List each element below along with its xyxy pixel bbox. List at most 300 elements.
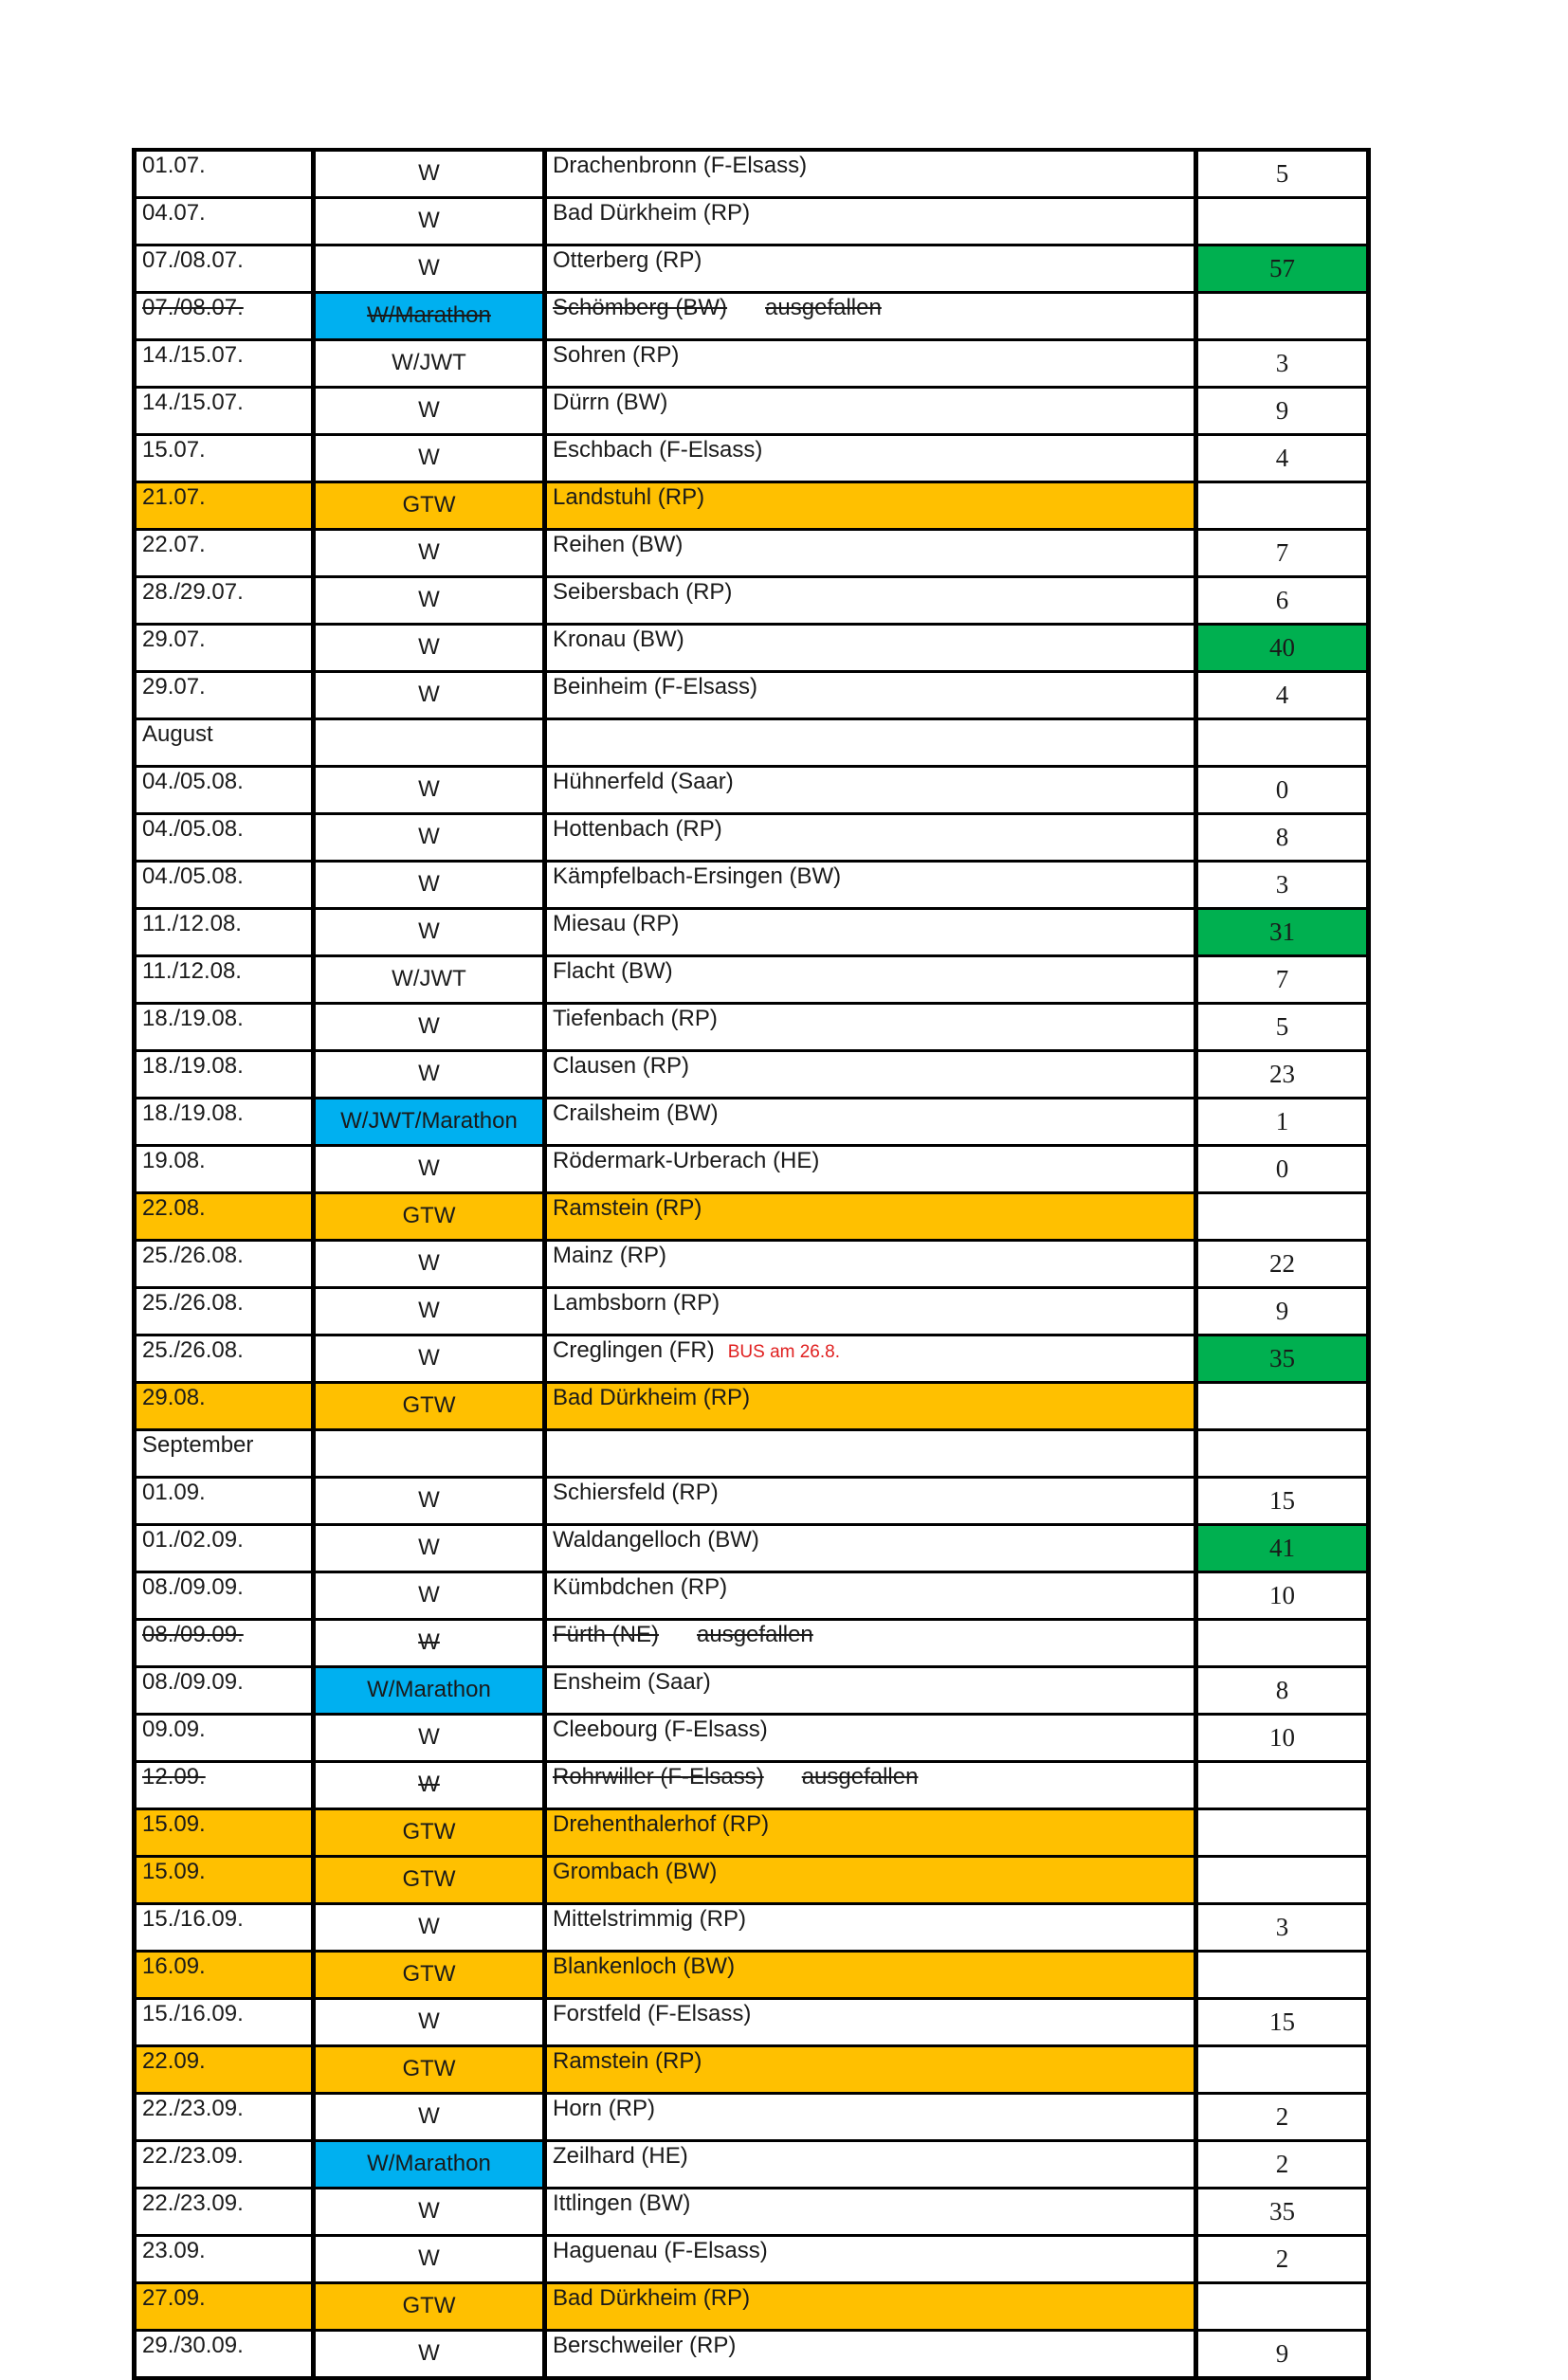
date-text: 15.09. xyxy=(142,1811,206,1837)
date-text: 22.09. xyxy=(142,2048,206,2074)
place-text: Clausen (RP) xyxy=(553,1053,690,1079)
count-text: 4 xyxy=(1275,444,1289,472)
type-cell xyxy=(314,293,545,340)
date-text: 29.07. xyxy=(142,627,206,652)
count-cell xyxy=(1196,482,1369,530)
place-cell xyxy=(545,1146,1196,1193)
count-cell xyxy=(1196,1715,1369,1762)
count-cell xyxy=(1196,719,1369,767)
date-cell xyxy=(135,909,314,956)
type-cell xyxy=(314,1904,545,1952)
count-cell xyxy=(1196,767,1369,814)
table-row xyxy=(135,1099,1369,1146)
place-cell xyxy=(545,1383,1196,1430)
count-cell xyxy=(1196,2331,1369,2379)
type-text: W xyxy=(418,1345,440,1371)
date-text: 04./05.08. xyxy=(142,863,244,889)
date-cell xyxy=(135,1999,314,2046)
type-cell xyxy=(314,577,545,625)
date-cell xyxy=(135,435,314,482)
count-cell xyxy=(1196,435,1369,482)
status-text: ausgefallen xyxy=(801,1764,919,1790)
table-row xyxy=(135,1809,1369,1857)
type-text: W xyxy=(418,397,440,423)
type-cell xyxy=(314,1572,545,1620)
date-cell xyxy=(135,2046,314,2094)
count-text: 9 xyxy=(1275,1297,1289,1325)
type-text: W/Marathon xyxy=(367,2151,491,2176)
place-cell xyxy=(545,909,1196,956)
place-text: Mainz (RP) xyxy=(553,1243,667,1268)
date-cell xyxy=(135,1383,314,1430)
date-text: 12.09. xyxy=(142,1764,206,1790)
type-text: W/JWT xyxy=(392,966,466,991)
count-cell xyxy=(1196,1335,1369,1383)
count-text: 10 xyxy=(1269,1581,1295,1609)
date-text: 18./19.08. xyxy=(142,1006,244,1031)
type-cell xyxy=(314,2046,545,2094)
place-cell xyxy=(545,672,1196,719)
place-text: Eschbach (F-Elsass) xyxy=(553,437,763,463)
count-text: 57 xyxy=(1269,254,1295,282)
place-text: Creglingen (FR) xyxy=(553,1337,715,1363)
date-text: August xyxy=(142,721,213,747)
date-cell xyxy=(135,1335,314,1383)
date-text: 01.09. xyxy=(142,1480,206,1505)
date-text: 18./19.08. xyxy=(142,1053,244,1079)
count-cell xyxy=(1196,1004,1369,1051)
date-cell xyxy=(135,1241,314,1288)
date-text: 25./26.08. xyxy=(142,1290,244,1316)
place-text: Tiefenbach (RP) xyxy=(553,1006,718,1031)
type-text: W xyxy=(418,824,440,849)
type-cell xyxy=(314,150,545,198)
date-text: 15.07. xyxy=(142,437,206,463)
place-text: Lambsborn (RP) xyxy=(553,1290,720,1316)
place-cell xyxy=(545,2141,1196,2189)
date-cell xyxy=(135,482,314,530)
place-text: Otterberg (RP) xyxy=(553,247,702,273)
place-text: Rödermark-Urberach (HE) xyxy=(553,1148,820,1173)
status-text: ausgefallen xyxy=(697,1622,813,1647)
place-cell xyxy=(545,1004,1196,1051)
count-text: 3 xyxy=(1275,349,1289,377)
count-text: 9 xyxy=(1275,2339,1289,2368)
type-text: W xyxy=(418,1298,440,1323)
type-text: GTW xyxy=(402,2056,456,2081)
date-text: 29.08. xyxy=(142,1385,206,1410)
place-cell xyxy=(545,1809,1196,1857)
table-row xyxy=(135,1051,1369,1099)
place-text: Zeilhard (HE) xyxy=(553,2143,688,2169)
place-text: Mittelstrimmig (RP) xyxy=(553,1906,746,1932)
date-text: 25./26.08. xyxy=(142,1243,244,1268)
type-text: W xyxy=(418,2198,440,2224)
date-text: 08./09.09. xyxy=(142,1622,244,1647)
date-text: 22.08. xyxy=(142,1195,206,1221)
type-text: W xyxy=(418,208,440,233)
type-text: W xyxy=(418,1535,440,1560)
table-row xyxy=(135,245,1369,293)
date-text: 22.07. xyxy=(142,532,206,557)
date-cell xyxy=(135,814,314,862)
type-cell xyxy=(314,1051,545,1099)
date-cell xyxy=(135,150,314,198)
table-row xyxy=(135,2046,1369,2094)
date-text: 19.08. xyxy=(142,1148,206,1173)
place-cell xyxy=(545,1715,1196,1762)
type-cell xyxy=(314,1335,545,1383)
type-text: W xyxy=(418,2340,440,2366)
place-cell xyxy=(545,340,1196,388)
type-text: W xyxy=(418,2008,440,2034)
date-text: 15./16.09. xyxy=(142,2001,244,2026)
place-cell xyxy=(545,1288,1196,1335)
place-cell xyxy=(545,1478,1196,1525)
place-cell xyxy=(545,956,1196,1004)
type-text: W xyxy=(418,539,440,565)
count-cell xyxy=(1196,340,1369,388)
place-text: Berschweiler (RP) xyxy=(553,2333,737,2358)
place-cell xyxy=(545,1572,1196,1620)
type-text: W xyxy=(418,1914,440,1939)
date-text: 11./12.08. xyxy=(142,958,242,984)
date-text: 14./15.07. xyxy=(142,342,244,368)
table-row xyxy=(135,340,1369,388)
place-text: Ittlingen (BW) xyxy=(553,2190,691,2216)
count-text: 7 xyxy=(1275,538,1289,567)
date-text: 22./23.09. xyxy=(142,2143,244,2169)
place-text: Kronau (BW) xyxy=(553,627,684,652)
count-cell xyxy=(1196,245,1369,293)
place-text: Rohrwiller (F-Elsass) xyxy=(553,1764,764,1790)
table-row xyxy=(135,1383,1369,1430)
event-table-body xyxy=(135,150,1369,2378)
count-text: 35 xyxy=(1269,1344,1295,1372)
count-text: 15 xyxy=(1269,1486,1295,1515)
type-cell xyxy=(314,1667,545,1715)
type-text: W xyxy=(418,1487,440,1513)
count-cell xyxy=(1196,625,1369,672)
table-row xyxy=(135,1572,1369,1620)
date-cell xyxy=(135,198,314,245)
date-text: 09.09. xyxy=(142,1717,206,1742)
type-text: W xyxy=(418,681,440,707)
table-row xyxy=(135,435,1369,482)
place-text: Kämpfelbach-Ersingen (BW) xyxy=(553,863,842,889)
place-cell xyxy=(545,482,1196,530)
place-text: Grombach (BW) xyxy=(553,1859,718,1884)
table-row xyxy=(135,1335,1369,1383)
table-row xyxy=(135,862,1369,909)
count-cell xyxy=(1196,1099,1369,1146)
type-cell xyxy=(314,1809,545,1857)
type-text: GTW xyxy=(402,1392,456,1418)
type-text: GTW xyxy=(402,2293,456,2318)
date-text: 08./09.09. xyxy=(142,1669,244,1695)
date-cell xyxy=(135,1288,314,1335)
date-cell xyxy=(135,1572,314,1620)
type-text: W xyxy=(418,160,440,186)
count-cell xyxy=(1196,388,1369,435)
date-cell xyxy=(135,1525,314,1572)
table-row xyxy=(135,1193,1369,1241)
date-text: 27.09. xyxy=(142,2285,206,2311)
count-cell xyxy=(1196,2141,1369,2189)
place-text: Bad Dürkheim (RP) xyxy=(553,2285,751,2311)
table-row xyxy=(135,577,1369,625)
count-cell xyxy=(1196,1430,1369,1478)
count-cell xyxy=(1196,1667,1369,1715)
table-row xyxy=(135,482,1369,530)
type-cell xyxy=(314,1099,545,1146)
table-row xyxy=(135,150,1369,198)
date-text: 07./08.07. xyxy=(142,247,244,273)
event-table xyxy=(132,148,1371,2380)
type-text: GTW xyxy=(402,1203,456,1228)
count-text: 22 xyxy=(1269,1249,1295,1278)
table-row xyxy=(135,2189,1369,2236)
table-row xyxy=(135,625,1369,672)
table-row xyxy=(135,2236,1369,2283)
type-cell xyxy=(314,625,545,672)
place-text: Ensheim (Saar) xyxy=(553,1669,711,1695)
table-row xyxy=(135,956,1369,1004)
place-text: Forstfeld (F-Elsass) xyxy=(553,2001,752,2026)
date-cell xyxy=(135,719,314,767)
type-cell xyxy=(314,482,545,530)
table-row xyxy=(135,1667,1369,1715)
date-text: 22./23.09. xyxy=(142,2190,244,2216)
place-cell xyxy=(545,1857,1196,1904)
date-text: 01.07. xyxy=(142,153,206,178)
count-text: 9 xyxy=(1275,396,1289,425)
place-text: Cleebourg (F-Elsass) xyxy=(553,1717,768,1742)
place-text: Fürth (NE) xyxy=(553,1622,660,1647)
date-text: 08./09.09. xyxy=(142,1574,244,1600)
place-cell xyxy=(545,2094,1196,2141)
date-cell xyxy=(135,1099,314,1146)
count-cell xyxy=(1196,1193,1369,1241)
place-text: Reihen (BW) xyxy=(553,532,684,557)
count-cell xyxy=(1196,2236,1369,2283)
date-text: 11./12.08. xyxy=(142,911,242,936)
count-cell xyxy=(1196,862,1369,909)
type-cell xyxy=(314,1288,545,1335)
count-text: 0 xyxy=(1275,775,1289,804)
count-cell xyxy=(1196,1241,1369,1288)
table-row xyxy=(135,719,1369,767)
type-cell xyxy=(314,862,545,909)
date-text: 01./02.09. xyxy=(142,1527,244,1553)
type-cell xyxy=(314,1146,545,1193)
type-cell xyxy=(314,1762,545,1809)
date-cell xyxy=(135,2189,314,2236)
date-text: 15.09. xyxy=(142,1859,206,1884)
place-text: Schiersfeld (RP) xyxy=(553,1480,719,1505)
type-cell xyxy=(314,1525,545,1572)
date-cell xyxy=(135,625,314,672)
place-text: Blankenloch (BW) xyxy=(553,1953,736,1979)
place-text: Seibersbach (RP) xyxy=(553,579,733,605)
count-text: 15 xyxy=(1269,2008,1295,2036)
date-cell xyxy=(135,767,314,814)
place-text: Horn (RP) xyxy=(553,2096,656,2121)
place-text: Flacht (BW) xyxy=(553,958,673,984)
type-cell xyxy=(314,1193,545,1241)
place-text: Dürrn (BW) xyxy=(553,390,668,415)
type-text: W/Marathon xyxy=(367,1677,491,1702)
count-text: 5 xyxy=(1275,1012,1289,1041)
count-cell xyxy=(1196,2094,1369,2141)
count-cell xyxy=(1196,1620,1369,1667)
type-text: GTW xyxy=(402,492,456,518)
date-text: 15./16.09. xyxy=(142,1906,244,1932)
count-cell xyxy=(1196,1762,1369,1809)
count-cell xyxy=(1196,577,1369,625)
date-text: September xyxy=(142,1432,254,1458)
table-row xyxy=(135,530,1369,577)
count-text: 31 xyxy=(1269,917,1295,946)
place-cell xyxy=(545,293,1196,340)
table-row xyxy=(135,1620,1369,1667)
type-cell xyxy=(314,388,545,435)
table-row xyxy=(135,1762,1369,1809)
type-cell xyxy=(314,2331,545,2379)
type-text: W xyxy=(418,2245,440,2271)
date-text: 22./23.09. xyxy=(142,2096,244,2121)
type-text: W xyxy=(418,1061,440,1086)
type-cell xyxy=(314,1952,545,1999)
place-cell xyxy=(545,1952,1196,1999)
type-cell xyxy=(314,530,545,577)
date-text: 21.07. xyxy=(142,484,206,510)
place-text: Miesau (RP) xyxy=(553,911,680,936)
place-text: Sohren (RP) xyxy=(553,342,680,368)
type-cell xyxy=(314,1241,545,1288)
date-text: 04./05.08. xyxy=(142,769,244,794)
count-text: 23 xyxy=(1269,1060,1295,1088)
place-cell xyxy=(545,625,1196,672)
type-cell xyxy=(314,814,545,862)
count-cell xyxy=(1196,1999,1369,2046)
place-text: Schömberg (BW) xyxy=(553,295,728,320)
date-cell xyxy=(135,1857,314,1904)
date-cell xyxy=(135,1904,314,1952)
table-row xyxy=(135,1004,1369,1051)
count-cell xyxy=(1196,1525,1369,1572)
status-text: ausgefallen xyxy=(765,295,882,320)
type-cell xyxy=(314,2236,545,2283)
type-text: GTW xyxy=(402,1819,456,1844)
date-cell xyxy=(135,2283,314,2331)
type-text: W xyxy=(418,2103,440,2129)
place-cell xyxy=(545,1999,1196,2046)
place-text: Drehenthalerhof (RP) xyxy=(553,1811,770,1837)
count-cell xyxy=(1196,1809,1369,1857)
count-text: 35 xyxy=(1269,2197,1295,2226)
table-row xyxy=(135,1715,1369,1762)
date-text: 14./15.07. xyxy=(142,390,244,415)
count-text: 8 xyxy=(1275,1676,1289,1704)
type-text: W xyxy=(418,1250,440,1276)
type-cell xyxy=(314,1999,545,2046)
place-cell xyxy=(545,1667,1196,1715)
place-text: Kümbdchen (RP) xyxy=(553,1574,728,1600)
place-cell xyxy=(545,2331,1196,2379)
place-cell xyxy=(545,1241,1196,1288)
type-text: W xyxy=(418,1724,440,1750)
date-cell xyxy=(135,530,314,577)
table-row xyxy=(135,1904,1369,1952)
type-text: W xyxy=(418,776,440,802)
count-cell xyxy=(1196,530,1369,577)
type-cell xyxy=(314,1715,545,1762)
place-cell xyxy=(545,198,1196,245)
date-cell xyxy=(135,1762,314,1809)
table-row xyxy=(135,2094,1369,2141)
date-cell xyxy=(135,2331,314,2379)
count-text: 10 xyxy=(1269,1723,1295,1752)
type-text: W xyxy=(418,1013,440,1039)
place-cell xyxy=(545,719,1196,767)
count-cell xyxy=(1196,1478,1369,1525)
place-text: Hottenbach (RP) xyxy=(553,816,722,842)
table-row xyxy=(135,388,1369,435)
place-cell xyxy=(545,577,1196,625)
place-text: Waldangelloch (BW) xyxy=(553,1527,759,1553)
place-text: Ramstein (RP) xyxy=(553,1195,702,1221)
count-cell xyxy=(1196,1288,1369,1335)
place-cell xyxy=(545,2283,1196,2331)
table-row xyxy=(135,1288,1369,1335)
place-cell xyxy=(545,1430,1196,1478)
type-cell xyxy=(314,909,545,956)
date-cell xyxy=(135,1620,314,1667)
count-cell xyxy=(1196,150,1369,198)
table-row xyxy=(135,198,1369,245)
count-text: 0 xyxy=(1275,1154,1289,1183)
count-cell xyxy=(1196,1051,1369,1099)
place-cell xyxy=(545,1335,1196,1383)
date-text: 16.09. xyxy=(142,1953,206,1979)
place-cell xyxy=(545,1762,1196,1809)
type-cell xyxy=(314,1430,545,1478)
date-cell xyxy=(135,1478,314,1525)
type-cell xyxy=(314,198,545,245)
count-text: 8 xyxy=(1275,823,1289,851)
place-cell xyxy=(545,2236,1196,2283)
type-text: W xyxy=(418,1629,440,1655)
place-text: Bad Dürkheim (RP) xyxy=(553,1385,751,1410)
type-cell xyxy=(314,2094,545,2141)
type-cell xyxy=(314,767,545,814)
place-cell xyxy=(545,862,1196,909)
place-text: Bad Dürkheim (RP) xyxy=(553,200,751,226)
date-cell xyxy=(135,2141,314,2189)
date-cell xyxy=(135,388,314,435)
date-cell xyxy=(135,1146,314,1193)
place-cell xyxy=(545,1051,1196,1099)
type-cell xyxy=(314,2141,545,2189)
date-text: 18./19.08. xyxy=(142,1100,244,1126)
count-text: 40 xyxy=(1269,633,1295,662)
table-row xyxy=(135,1478,1369,1525)
type-text: W/JWT/Marathon xyxy=(340,1108,518,1134)
place-text: Crailsheim (BW) xyxy=(553,1100,719,1126)
table-row xyxy=(135,293,1369,340)
table-row xyxy=(135,1952,1369,1999)
